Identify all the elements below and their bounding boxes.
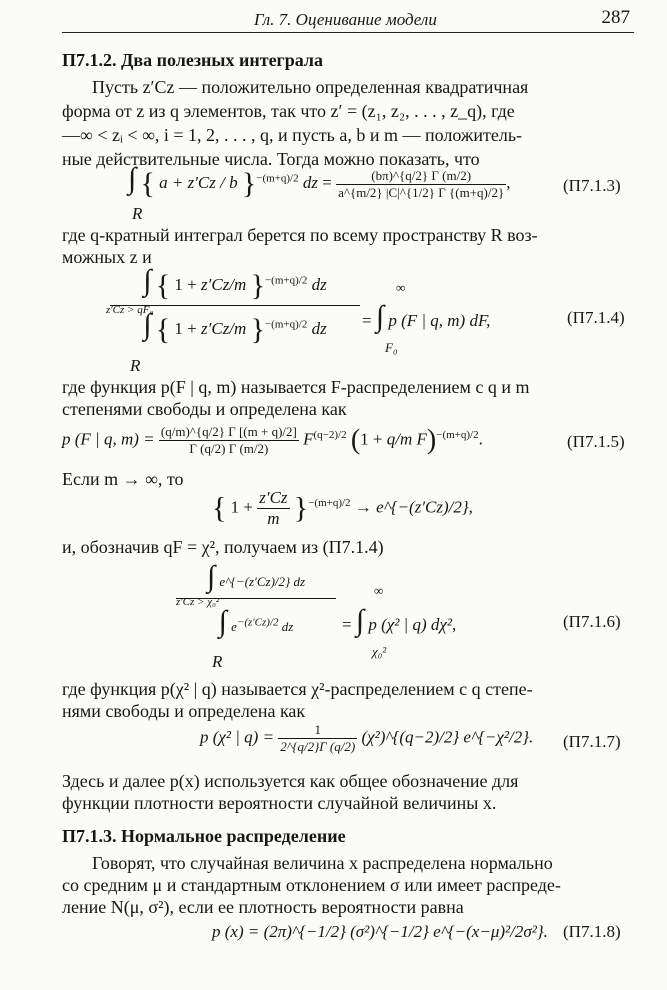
paragraph-line: можных z и (62, 247, 152, 267)
eq3-fraction (336, 168, 506, 201)
equation-p7-1-8: p (x) = (2π)^{−1/2} (σ²)^{−1/2} e^{−(x−μ)²/2σ²}. (212, 922, 548, 941)
eq6-upper: ∞ (374, 583, 384, 598)
equation-p7-1-4: ∫ { 1 + z′Cz/m }$^{-(m+q)/2}$ dz ∫ { 1 + z′Cz/m }$^{-(m+q)/2}$ dz (110, 264, 360, 345)
equation-label: (П7.1.3) (563, 176, 621, 195)
eq4-num-domain: z′Cz > qF₀ (106, 304, 154, 316)
equation-limit: { 1 + $\frac{z'Cz}{m}$ }$^{-(m+q)/2}$ → e^{−(z′Cz)/2}, (212, 488, 473, 528)
eq3-numerator: (bπ)^{q/2} Γ (m/2) (336, 168, 506, 185)
paragraph-line: Если m → ∞, то (62, 469, 184, 489)
eq3-lhs: a + z′Cz / b (159, 173, 238, 192)
equation-label: (П7.1.6) (563, 612, 621, 631)
section-title-p7-1-2: П7.1.2. Два полезных интеграла (62, 50, 323, 70)
eq5-lhs: p (F | q, m) = (62, 429, 155, 449)
eq4-upper: ∞ (396, 280, 406, 295)
paragraph-line: степенями свободы и определена как (62, 399, 347, 419)
page-number: 287 (601, 7, 630, 28)
eq4-integrand: p (F | q, m) dF, (388, 311, 491, 330)
eq7-denominator: 2^{q/2}Γ (q/2) (280, 739, 356, 754)
equation-p7-1-6: ∫ e^{−(z′Cz)/2} dz ∫ $e^{-(z'Cz)/2}$ dz (176, 560, 336, 639)
equation-p7-1-7 (200, 722, 533, 755)
paragraph-line: форма от z из q элементов, так что z′ = (z₁, z₂, . . . , z_q), где (62, 101, 515, 121)
paragraph-line: и, обозначив qF = χ², получаем из (П7.1.4) (62, 537, 384, 557)
eq4-den-domain: R (130, 356, 141, 375)
page-header (62, 6, 634, 33)
eq3-denominator: a^{m/2} |C|^{1/2} Γ {(m+q)/2} (338, 184, 505, 200)
eq6-lower: χ₀² (372, 644, 387, 659)
equation-label: (П7.1.8) (563, 922, 621, 941)
eq-limit-rhs: e^{−(z′Cz)/2}, (376, 497, 473, 517)
paragraph-line: ные действительные числа. Тогда можно показать, что (62, 149, 480, 169)
paragraph-line: —∞ < zᵢ < ∞, i = 1, 2, . . . , q, и пусть a, b и m — положитель- (62, 125, 523, 145)
equation-label: (П7.1.7) (563, 732, 621, 751)
section-title-p7-1-3: П7.1.3. Нормальное распределение (62, 826, 346, 846)
paragraph-line: где функция p(F | q, m) называется F-распределением с q и m (62, 377, 530, 397)
eq5-fraction (159, 424, 299, 457)
eq3-exponent: −(m+q)/2 (256, 172, 299, 185)
eq5-numerator: (q/m)^{q/2} Γ [(m + q)/2] (160, 424, 297, 439)
running-head: Гл. 7. Оценивание модели (254, 10, 437, 29)
eq7-numerator: 1 (278, 722, 357, 739)
eq4-lower: F₀ (385, 340, 398, 355)
paragraph-line: функции плотности вероятности случайной величины x. (62, 793, 497, 813)
eq5-exp1: (q−2)/2 (313, 428, 347, 441)
equation-label: (П7.1.4) (567, 308, 625, 327)
eq6-rhs: = ∫ p (χ² | q) dχ², (342, 604, 457, 637)
paragraph-line: Здесь и далее p(x) используется как общее обозначение для (62, 771, 519, 791)
eq5-exp2: −(m+q)/2 (436, 428, 479, 441)
equation-p7-1-5: p (F | q, m) = $\frac{(q/m)\^{}\{q/2\} \Gamma [(m + q)/2]}{\Gamma (q/2) \Gamma (m/2)}$ $F^{(q-2)/2}$ (1 + q/m F)$^{-(m+q)/2}$. (62, 424, 483, 456)
eq3-domain: R (132, 204, 143, 223)
eq6-integrand: e^{−(z′Cz)/2} dz (219, 574, 306, 589)
eq7-lhs: p (χ² | q) = (200, 727, 275, 747)
paragraph-line: где функция p(χ² | q) называется χ²-распределением с q степе- (62, 679, 533, 699)
eq7-rhs: (χ²)^{(q−2)/2} e^{−χ²/2}. (361, 727, 534, 747)
eq-limit-exponent: −(m+q)/2 (308, 496, 351, 509)
equation-label: (П7.1.5) (567, 432, 625, 451)
equation-p7-1-3: ∫ { a + z′Cz / b }$^{-(m+q)/2}$ dz = $\frac{(b\pi)\^{}\{q/2\} \Gamma (m/2)}{a\^{}\{m/2\} |C|\^{}\{1/2\} \Gamma \{(m+q)/2\}}$ , (128, 162, 511, 201)
eq7-fraction (278, 722, 357, 755)
paragraph-line: нями свободы и определена как (62, 701, 306, 721)
eq6-num-domain: z′Cz > χ₀² (176, 596, 220, 608)
eq4-rhs: = ∫ p (F | q, m) dF, (362, 300, 491, 333)
eq6-den-domain: R (212, 652, 223, 671)
eq5-denominator: Γ (q/2) Γ (m/2) (189, 441, 269, 456)
paragraph-line: где q-кратный интеграл берется по всему пространству R воз- (62, 225, 538, 245)
paragraph-line: со средним μ и стандартным отклонением σ или имеет распреде- (62, 875, 561, 895)
paragraph-line: Говорят, что случайная величина x распределена нормально (92, 853, 553, 873)
eq6-rhs-text: p (χ² | q) dχ², (368, 615, 457, 634)
paragraph-line: ление N(μ, σ²), если ее плотность вероятности равна (62, 897, 464, 917)
paragraph-line: Пусть z′Cz — положительно определенная квадратичная (92, 77, 529, 97)
